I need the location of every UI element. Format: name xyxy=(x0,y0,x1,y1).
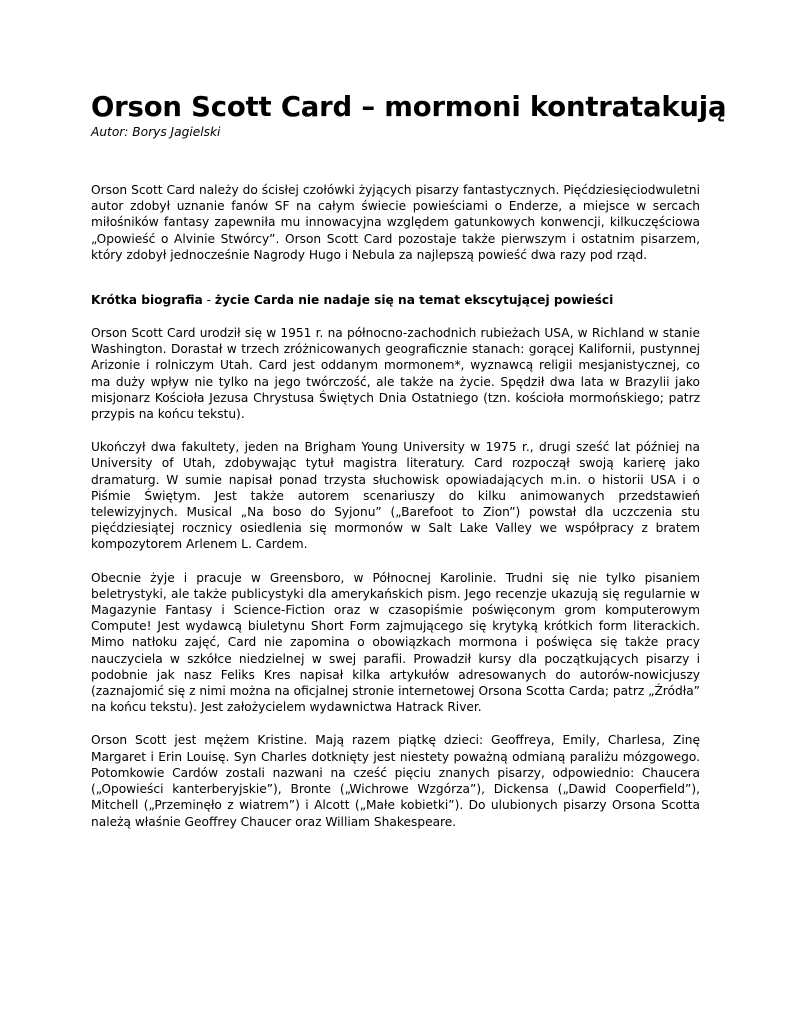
document-page xyxy=(91,90,727,830)
article-title: Orson Scott Card – mormoni kontratakują xyxy=(91,91,727,123)
article-author: Autor: Borys Jagielski xyxy=(91,125,221,139)
body-paragraph-birth: Orson Scott Card urodził się w 1951 r. na północno-zachodnich rubieżach USA, w Richland w stanie Washington. Dorastał w trzech zróżnicowanych geograficznie stanach: gorącej Kalifornii, pustynnej Arizonie i rolniczym Utah. Card jest oddanym mormonem*, wyznawcą religii mesjanistycznej, co ma duży wpływ nie tylko na jego twórczość, ale także na życie. Spędził dwa lata w Brazylii jako misjonarz Kościoła Jezusa Chrystusa Świętych Dnia Ostatniego (tzn. kościoła mormońskiego; patrz przypis na końcu tekstu). xyxy=(91,326,700,422)
body-paragraph-education: Ukończył dwa fakultety, jeden na Brigham Young University w 1975 r., drugi sześć lat później na University of Utah, zdobywając tytuł magistra literatury. Card rozpoczął swoją karierę jako dramaturg. W sumie napisał ponad trzysta słuchowisk opowiadających m.in. o historii USA i o Piśmie Świętym. Jest także autorem scenariuszy do kilku animowanych przedstawień telewizyjnych. Musical „Na boso do Syjonu” („Barefoot to Zion”) powstał dla uczczenia stu pięćdziesiątej rocznicy osiedlenia się mormonów w Salt Lake Valley we współpracy z bratem kompozytorem Arlenem L. Cardem. xyxy=(91,440,700,552)
body-paragraph-current-work: Obecnie żyje i pracuje w Greensboro, w Północnej Karolinie. Trudni się nie tylko pisaniem beletrystyki, ale także publicystyki dla amerykańskich pism. Jego recenzje ukazują się regularnie w Magazynie Fantasy i Science-Fiction oraz w czasopiśmie poświęconym grom komputerowym Compute! Jest wydawcą biuletynu Short Form zajmującego się krytyką krótkich form literackich. Mimo natłoku zajęć, Card nie zapomina o obowiązkach mormona i poświęca się także pracy nauczyciela w szkółce niedzielnej w swej parafii. Prowadził kursy dla początkujących pisarzy i podobnie jak nasz Feliks Kres napisał kilka artykułów adresowanych do autorów-nowicjuszy (zaznajomić się z nimi można na oficjalnej stronie internetowej Orsona Scotta Carda; patrz „Źródła” na końcu tekstu). Jest założycielem wydawnictwa Hatrack River. xyxy=(91,570,700,715)
section-heading-part1: Krótka biografia xyxy=(91,293,203,308)
section-heading xyxy=(91,292,700,308)
body-paragraph-family: Orson Scott jest mężem Kristine. Mają razem piątkę dzieci: Geoffreya, Emily, Charlesa, Zinę Margaret i Erin Louisę. Syn Charles dotknięty jest niestety poważną odmianą paraliżu mózgowego. Potomkowie Cardów zostali nazwani na cześć pięciu znanych pisarzy, odpowiednio: Chaucera („Opowieści kanterberyjskie”), Bronte („Wichrowe Wzgórza”), Dickensa („Dawid Cooperfield”), Mitchell („Przeminęło z wiatrem”) i Alcott („Małe kobietki”). Do ulubionych pisarzy Orsona Scotta należą właśnie Geoffrey Chaucer oraz William Shakespeare. xyxy=(91,733,700,829)
intro-paragraph: Orson Scott Card należy do ścisłej czołówki żyjących pisarzy fantastycznych. Pięćdziesięciodwuletni autor zdobył uznanie fanów SF na całym świecie powieściami o Enderze, a miejsce w sercach miłośników fantasy zapewniła mu innowacyjna względem gatunkowych konwencji, kilkuczęściowa „Opowieść o Alvinie Stwórcy”. Orson Scott Card pozostaje także pierwszym i ostatnim pisarzem, który zdobył jednocześnie Nagrody Hugo i Nebula za najlepszą powieść dwa razy pod rząd. xyxy=(91,183,700,262)
section-heading-part2: życie Carda nie nadaje się na temat ekscytującej powieści xyxy=(214,293,614,308)
section-heading-separator: - xyxy=(202,293,215,308)
